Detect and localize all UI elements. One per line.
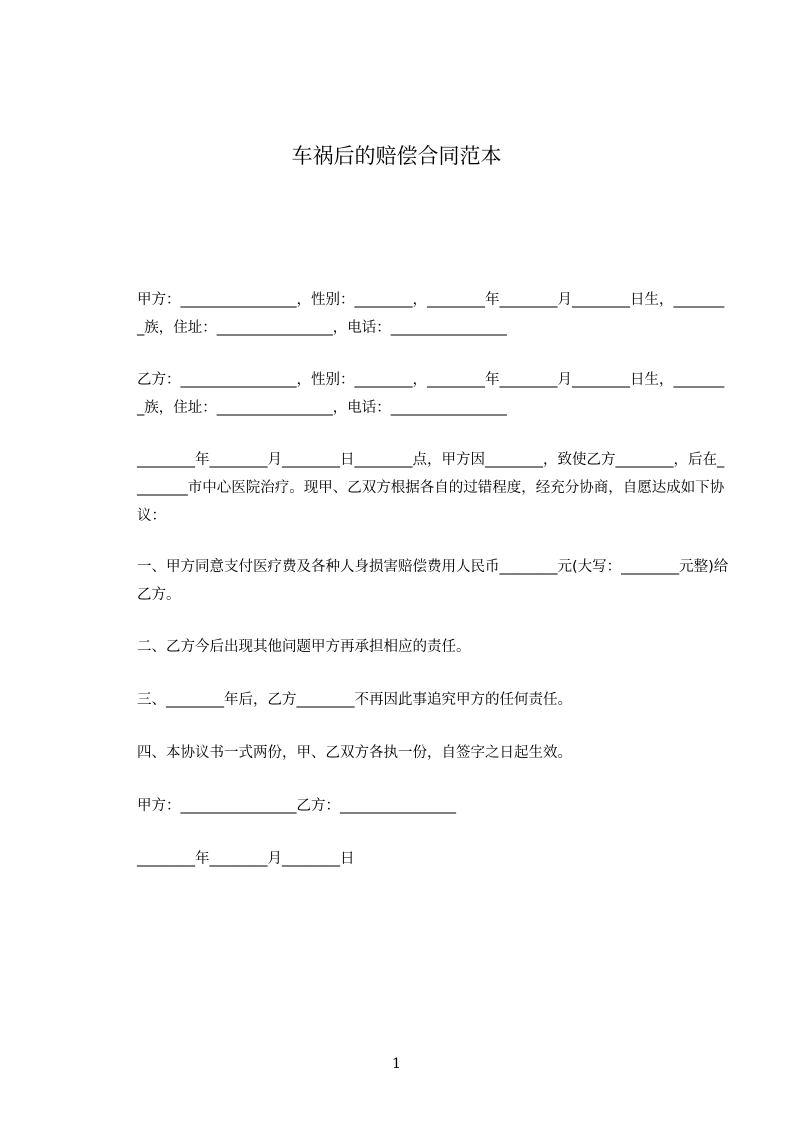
party-a-info: 甲方：________________，性别：________，________年________月________日生，________族，住址：________________，电话：________________ [137,292,725,336]
clause-2: 二、乙方今后出现其他问题甲方再承担相应的责任。 [137,639,471,655]
clause-4: 四、本协议书一式两份，甲、乙双方各执一份，自签字之日起生效。 [137,745,572,761]
clause-1: 一、甲方同意支付医疗费及各种人身损害赔偿费用人民币________元(大写：________元整)给乙方。 [137,559,729,603]
signing-date-line: ________年________月________日 [137,851,355,867]
party-b-info: 乙方：________________，性别：________，________年________月________日生，________族，住址：________________，电话：________________ [137,372,725,416]
page-number: 1 [392,1056,401,1072]
document-title: 车祸后的赔偿合同范本 [291,144,502,168]
clause-3: 三、________年后，乙方________不再因此事追究甲方的任何责任。 [137,692,572,708]
incident-description: ________年________月________日________点，甲方因________，致使乙方________，后在________市中心医院治疗。现甲、乙双方根据各自的过错程度，经充分协商，自愿达成如下协议： [137,452,725,524]
signature-line: 甲方：________________乙方：________________ [137,798,456,814]
